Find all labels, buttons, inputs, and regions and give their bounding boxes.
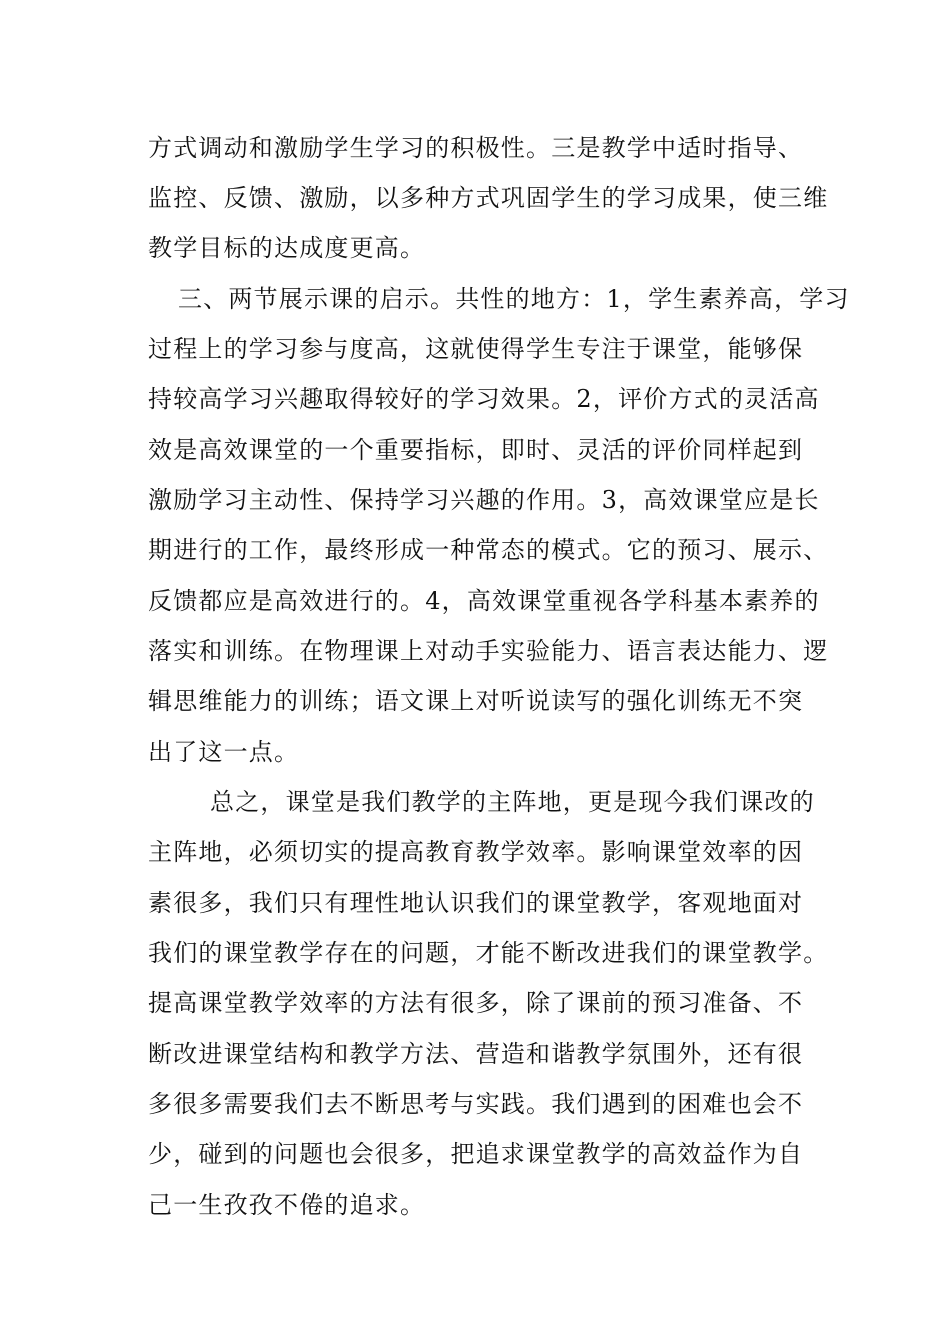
- paragraph-2-line-1: 三、两节展示课的启示。共性的地方：1，学生素养高，学习: [178, 285, 850, 313]
- paragraph-3-line-1: 总之，课堂是我们教学的主阵地，更是现今我们课改的: [210, 788, 815, 816]
- paragraph-2-line-7: 反馈都应是高效进行的。4，高效课堂重视各学科基本素养的: [148, 587, 820, 615]
- paragraph-1-line-3: 教学目标的达成度更高。: [148, 234, 426, 262]
- paragraph-2-line-5: 激励学习主动性、保持学习兴趣的作用。3，高效课堂应是长: [148, 486, 820, 514]
- paragraph-3-line-8: 少，碰到的问题也会很多，把追求课堂教学的高效益作为自: [148, 1140, 804, 1168]
- paragraph-2-line-4: 效是高效课堂的一个重要指标，即时、灵活的评价同样起到: [148, 436, 804, 464]
- paragraph-3-line-2: 主阵地，必须切实的提高教育教学效率。影响课堂效率的因: [148, 838, 804, 866]
- paragraph-2-line-9: 辑思维能力的训练；语文课上对听说读写的强化训练无不突: [148, 687, 804, 715]
- paragraph-2-line-10: 出了这一点。: [148, 738, 300, 766]
- paragraph-3-line-6: 断改进课堂结构和教学方法、营造和谐教学氛围外，还有很: [148, 1040, 804, 1068]
- paragraph-1-line-1: 方式调动和激励学生学习的积极性。三是教学中适时指导、: [148, 134, 804, 162]
- paragraph-2-line-2: 过程上的学习参与度高，这就使得学生专注于课堂，能够保: [148, 335, 804, 363]
- paragraph-2-line-6: 期进行的工作，最终形成一种常态的模式。它的预习、展示、: [148, 536, 829, 564]
- paragraph-2-line-3: 持较高学习兴趣取得较好的学习效果。2，评价方式的灵活高: [148, 385, 820, 413]
- paragraph-1-line-2: 监控、反馈、激励，以多种方式巩固学生的学习成果，使三维: [148, 184, 829, 212]
- paragraph-3-line-7: 多很多需要我们去不断思考与实践。我们遇到的困难也会不: [148, 1090, 804, 1118]
- paragraph-3-line-3: 素很多，我们只有理性地认识我们的课堂教学，客观地面对: [148, 889, 804, 917]
- paragraph-3-line-5: 提高课堂教学效率的方法有很多，除了课前的预习准备、不: [148, 989, 804, 1017]
- paragraph-3-line-4: 我们的课堂教学存在的问题，才能不断改进我们的课堂教学。: [148, 939, 829, 967]
- paragraph-3-line-9: 己一生孜孜不倦的追求。: [148, 1191, 426, 1219]
- paragraph-2-line-8: 落实和训练。在物理课上对动手实验能力、语言表达能力、逻: [148, 637, 829, 665]
